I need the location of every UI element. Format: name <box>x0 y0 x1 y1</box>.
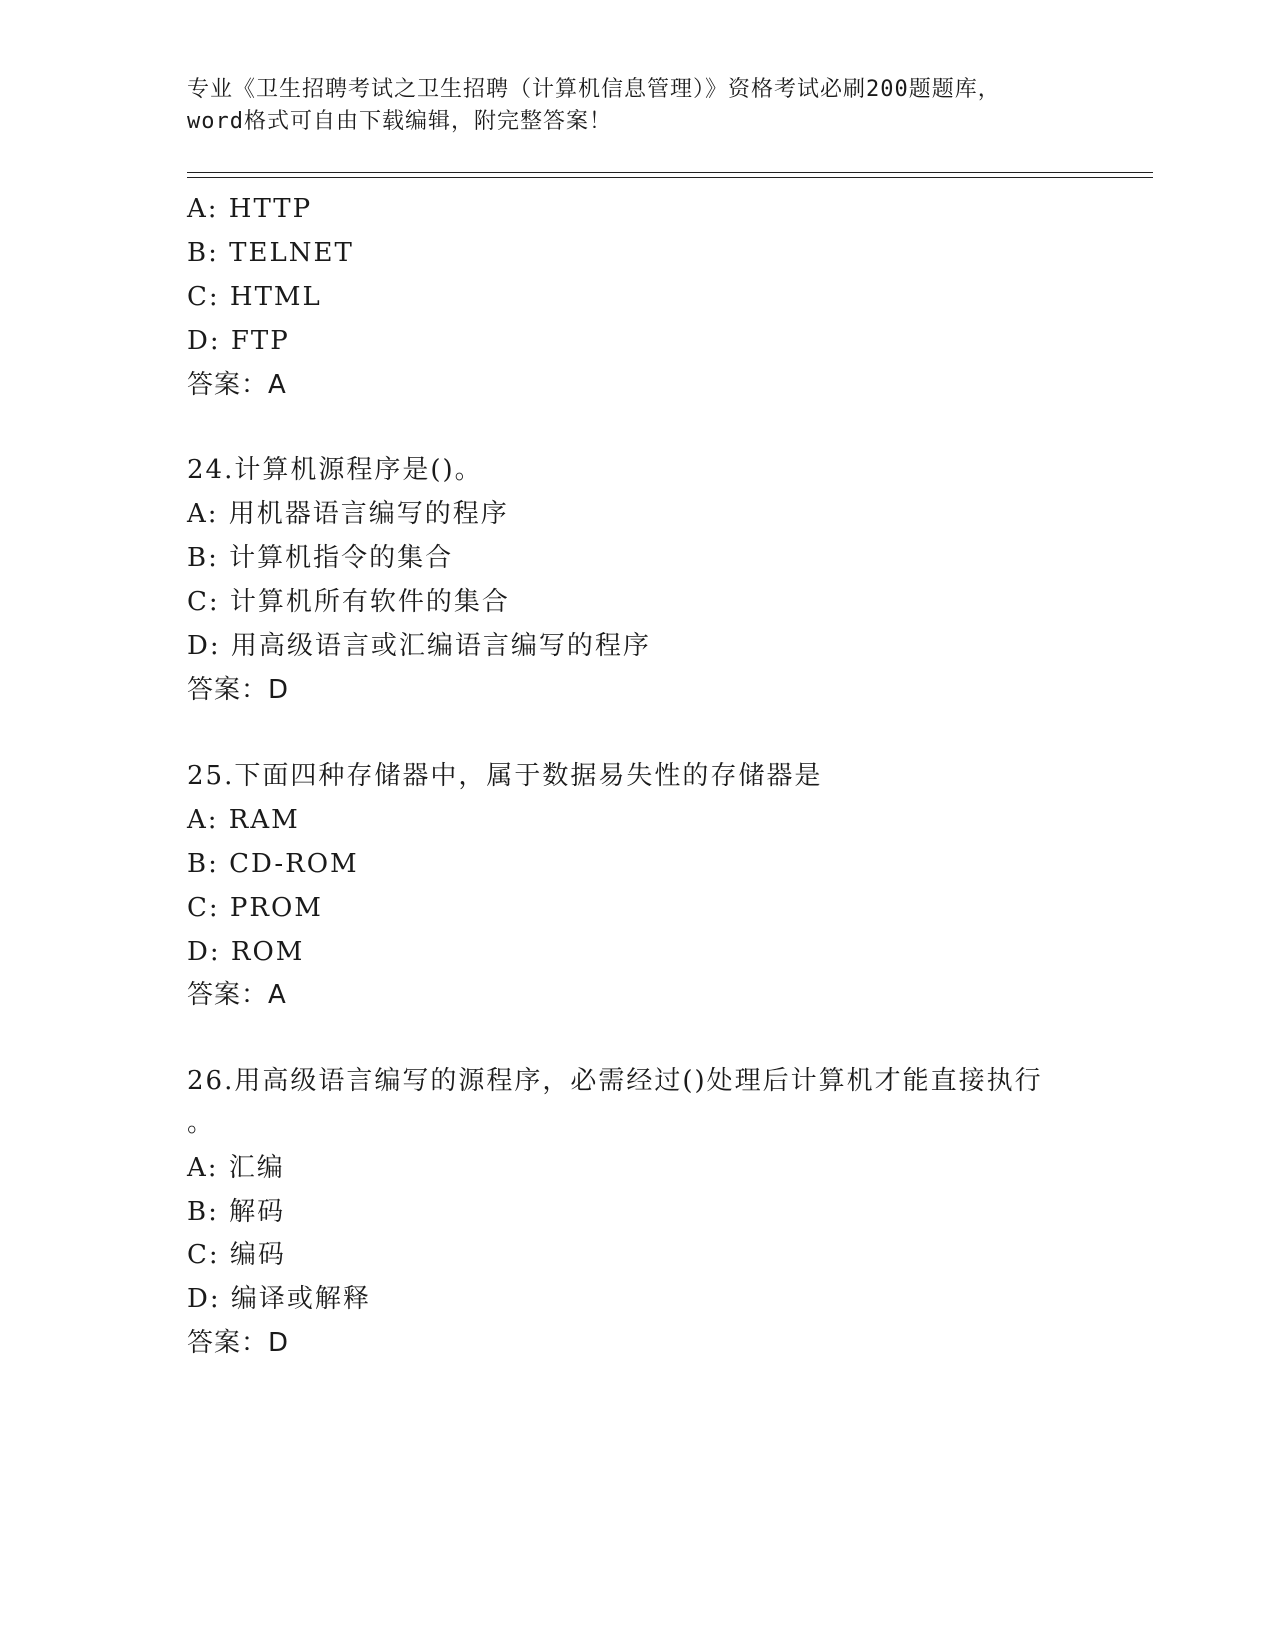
q26-question-line-2: 。 <box>187 1108 216 1138</box>
q23-option-a: A: HTTP <box>187 194 313 224</box>
document-header <box>187 74 1087 138</box>
q23-option-c: C: HTML <box>187 282 322 312</box>
q26-answer: 答案：D <box>187 1328 290 1358</box>
q23-answer: 答案：A <box>187 370 287 400</box>
header-line-1: 专业《卫生招聘考试之卫生招聘（计算机信息管理）》资格考试必刷200题题库， <box>187 77 1001 102</box>
q24-option-d: D: 用高级语言或汇编语言编写的程序 <box>187 631 651 661</box>
q24-option-b: B: 计算机指令的集合 <box>187 543 454 573</box>
q25-option-c: C: PROM <box>187 893 323 923</box>
header-line-2: word格式可自由下载编辑，附完整答案！ <box>187 109 612 134</box>
q26-option-b: B: 解码 <box>187 1197 286 1227</box>
q23-option-d: D: FTP <box>187 326 290 356</box>
q24-option-c: C: 计算机所有软件的集合 <box>187 587 510 617</box>
header-divider-bottom <box>187 177 1153 178</box>
q25-question: 25.下面四种存储器中，属于数据易失性的存储器是 <box>187 761 823 791</box>
q23-option-b: B: TELNET <box>187 238 354 268</box>
q25-answer: 答案：A <box>187 980 287 1010</box>
q26-option-d: D: 编译或解释 <box>187 1284 371 1314</box>
q24-option-a: A: 用机器语言编写的程序 <box>187 499 509 529</box>
q25-option-a: A: RAM <box>187 805 300 835</box>
header-divider-top <box>187 172 1153 173</box>
q25-option-b: B: CD-ROM <box>187 849 359 879</box>
q26-option-c: C: 编码 <box>187 1240 286 1270</box>
q25-option-d: D: ROM <box>187 937 305 967</box>
q26-question-line-1: 26.用高级语言编写的源程序，必需经过()处理后计算机才能直接执行 <box>187 1066 1043 1096</box>
q24-question: 24.计算机源程序是()。 <box>187 455 483 485</box>
q26-option-a: A: 汇编 <box>187 1153 285 1183</box>
q24-answer: 答案：D <box>187 675 290 705</box>
